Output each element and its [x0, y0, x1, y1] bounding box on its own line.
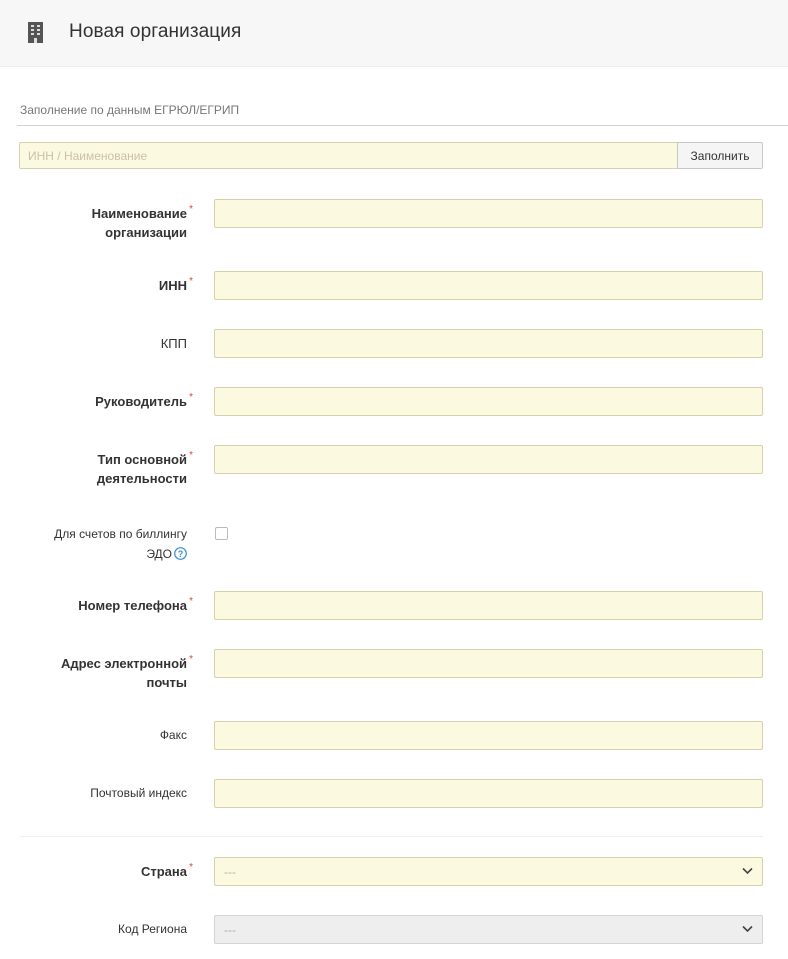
chevron-down-icon: [742, 925, 753, 933]
egrul-section-title: Заполнение по данным ЕГРЮЛ/ЕГРИП: [20, 103, 240, 117]
country-select[interactable]: [214, 857, 763, 886]
region-code-select[interactable]: [214, 915, 763, 944]
fill-button[interactable]: Заполнить: [677, 142, 763, 169]
required-mark: *: [189, 204, 193, 215]
director-label: Руководитель *: [0, 392, 187, 411]
email-input[interactable]: [214, 649, 763, 678]
egrul-search-input[interactable]: [19, 142, 677, 169]
activity-type-input[interactable]: [214, 445, 763, 474]
svg-text:?: ?: [177, 548, 184, 559]
question-circle-icon[interactable]: [174, 547, 187, 560]
required-mark: *: [189, 450, 193, 461]
fax-input[interactable]: [214, 721, 763, 750]
required-mark: *: [189, 862, 193, 873]
activity-type-label: Тип основной * деятельности: [0, 450, 187, 488]
required-mark: *: [189, 392, 193, 403]
page-header: [0, 0, 788, 67]
postal-code-label: Почтовый индекс: [90, 786, 187, 800]
billing-edo-label: Для счетов по биллингу ЭДО ?: [54, 527, 187, 561]
phone-label: Номер телефона *: [0, 596, 187, 615]
required-mark: *: [189, 276, 193, 287]
building-icon: [28, 22, 43, 43]
inn-input[interactable]: [214, 271, 763, 300]
email-label: Адрес электронной * почты: [0, 654, 187, 692]
region-code-select-value: ---: [224, 923, 236, 937]
form-divider: [20, 836, 763, 837]
billing-edo-checkbox[interactable]: [215, 527, 228, 540]
fax-label: Факс: [159, 728, 187, 742]
required-mark: *: [189, 596, 193, 607]
org-name-label: Наименование * организации: [0, 204, 187, 242]
page-title: Новая организация: [69, 21, 242, 42]
required-mark: *: [189, 654, 193, 665]
kpp-input[interactable]: [214, 329, 763, 358]
kpp-label: КПП: [160, 336, 187, 351]
org-name-input[interactable]: [214, 199, 763, 228]
country-select-value: ---: [224, 865, 236, 879]
postal-code-input[interactable]: [214, 779, 763, 808]
director-input[interactable]: [214, 387, 763, 416]
country-label: Страна *: [0, 862, 187, 881]
chevron-down-icon: [742, 867, 753, 875]
phone-input[interactable]: [214, 591, 763, 620]
section-divider: [17, 125, 788, 126]
inn-label: ИНН *: [0, 276, 187, 295]
region-code-label: Код Региона: [118, 922, 187, 936]
